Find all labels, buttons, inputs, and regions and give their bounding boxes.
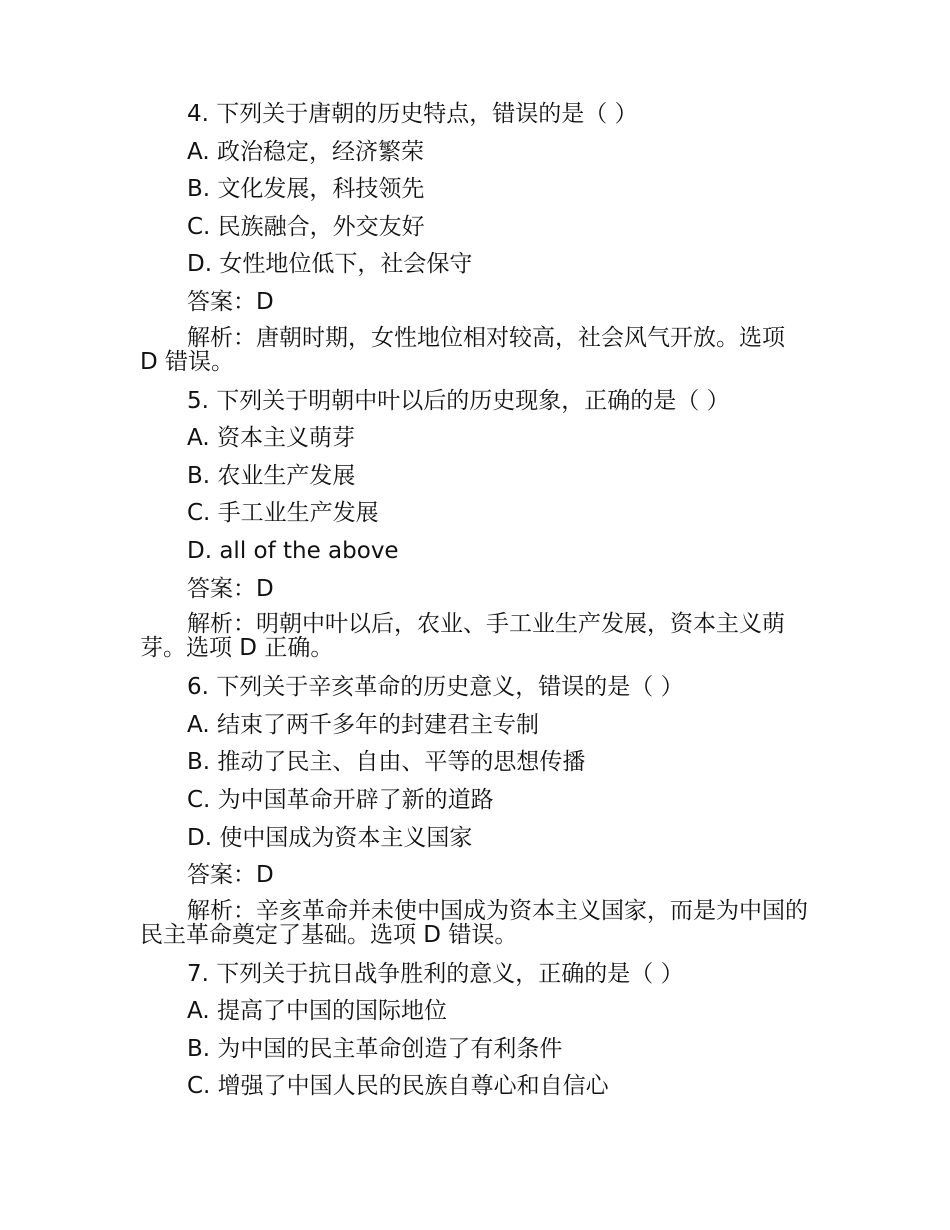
question-answer: 答案：D — [187, 862, 274, 889]
question-option: B. 推动了民主、自由、平等的思想传播 — [187, 749, 586, 776]
question-option: D. 使中国成为资本主义国家 — [187, 824, 473, 851]
question-analysis: 解析：辛亥革命并未使中国成为资本主义国家，而是为中国的民主革命奠定了基础。选项 D 错误。 — [140, 897, 808, 948]
question-option: C. 民族融合，外交友好 — [187, 213, 425, 240]
question-option: C. 增强了中国人民的民族自尊心和自信心 — [187, 1073, 609, 1100]
question-analysis: 解析：明朝中叶以后，农业、手工业生产发展，资本主义萌芽。选项 D 正确。 — [140, 611, 785, 662]
question-option: A. 提高了中国的国际地位 — [187, 998, 447, 1025]
question-option: D. 女性地位低下，社会保守 — [187, 251, 473, 278]
question-option: A. 政治稳定，经济繁荣 — [187, 138, 424, 165]
question-stem: 7. 下列关于抗日战争胜利的意义，正确的是（ ） — [187, 960, 684, 987]
question-analysis: 解析：唐朝时期，女性地位相对较高，社会风气开放。选项 D 错误。 — [140, 324, 785, 375]
question-stem: 4. 下列关于唐朝的历史特点，错误的是（ ） — [187, 101, 638, 127]
question-option: A. 资本主义萌芽 — [187, 425, 355, 452]
question-stem: 6. 下列关于辛亥革命的历史意义，错误的是（ ） — [187, 674, 684, 701]
question-option: B. 文化发展，科技领先 — [187, 176, 425, 203]
question-answer: 答案：D — [187, 575, 274, 602]
question-option: A. 结束了两千多年的封建君主专制 — [187, 711, 539, 738]
question-option: C. 为中国革命开辟了新的道路 — [187, 786, 494, 813]
question-option: D. all of the above — [187, 537, 399, 564]
question-option: B. 为中国的民主革命创造了有利条件 — [187, 1035, 563, 1062]
question-option: B. 农业生产发展 — [187, 462, 356, 489]
question-option: C. 手工业生产发展 — [187, 500, 379, 527]
question-answer: 答案：D — [187, 288, 274, 315]
document-content — [140, 100, 810, 1110]
question-stem: 5. 下列关于明朝中叶以后的历史现象，正确的是（ ） — [187, 387, 730, 414]
